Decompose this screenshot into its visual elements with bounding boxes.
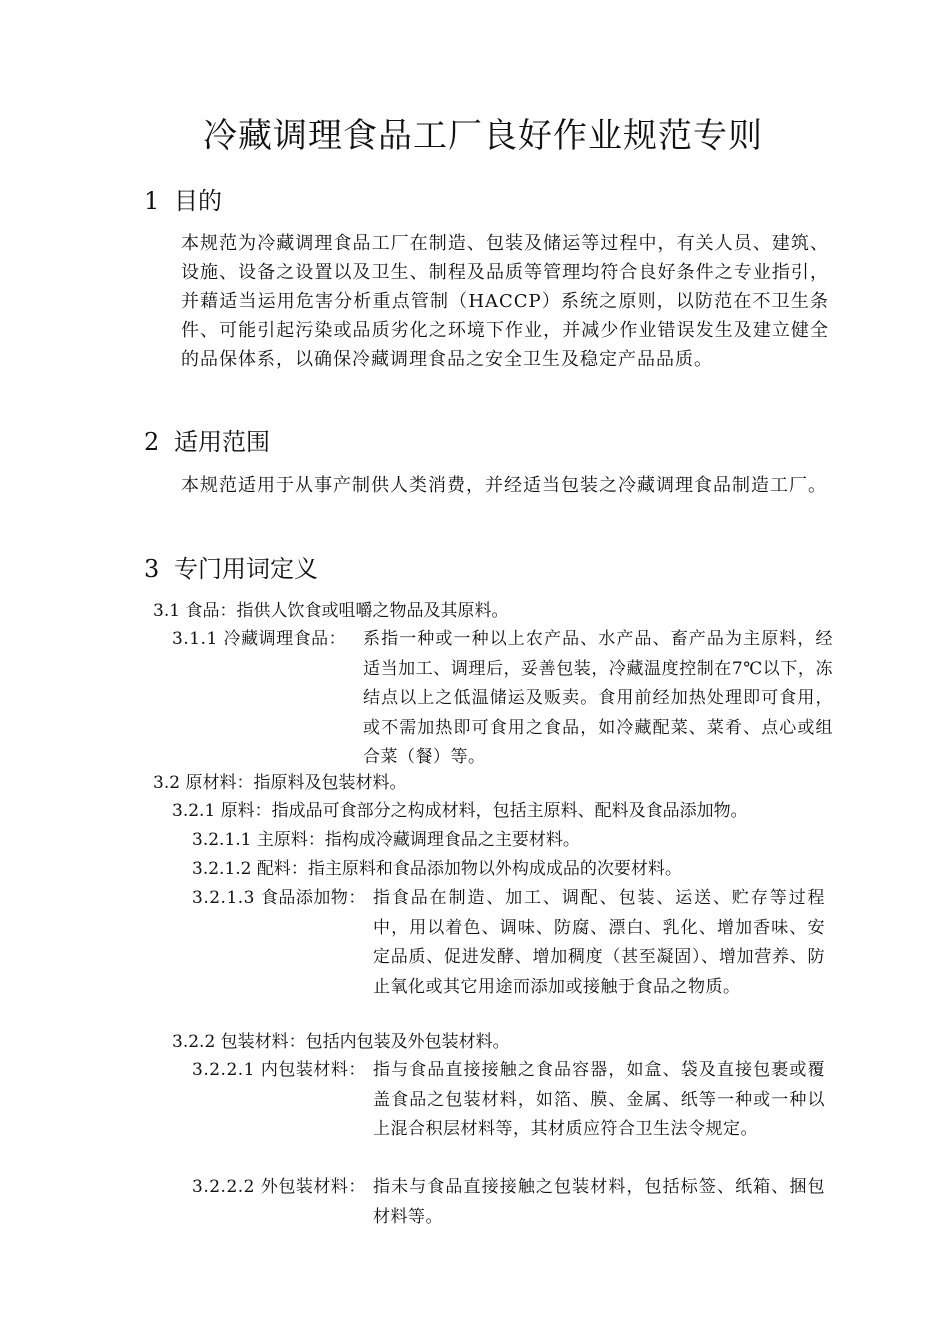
section-number: 2: [144, 428, 160, 456]
section-heading-3: [144, 553, 318, 585]
definition-3-2: 3.2 原材料：指原料及包装材料。: [153, 773, 407, 793]
definition-text: 指未与食品直接接触之包装材料，包括标签、纸箱、捆包材料等。: [373, 1177, 825, 1227]
section-body-1: 本规范为冷藏调理食品工厂在制造、包装及储运等过程中，有关人员、建筑、设施、设备之设置以及卫生、制程及品质等管理均符合良好条件之专业指引，并藉适当运用危害分析重点管制（HACCP）系统之原则，以防范在不卫生条件、可能引起污染或品质劣化之环境下作业，并减少作业错误发生及建立健全的品保体系，以确保冷藏调理食品之安全卫生及稳定产品品质。: [181, 233, 829, 370]
definition-text: 系指一种或一种以上农产品、水产品、畜产品为主原料，经适当加工、调理后，妥善包装，冷藏温度控制在7℃以下，冻结点以上之低温储运及贩卖。食用前经加热处理即可食用，或不需加热即可食用之食品，如冷藏配菜、菜肴、点心或组合菜（餐）等。: [363, 629, 833, 768]
section-title: 目的: [174, 187, 222, 215]
document-title: 冷藏调理食品工厂良好作业规范专则: [203, 116, 763, 156]
section-title: 适用范围: [174, 428, 270, 456]
definition-3-2-1: 3.2.1 原料：指成品可食部分之构成材料，包括主原料、配料及食品添加物。: [172, 801, 748, 821]
definition-term: 3.2.2.1 内包装材料：: [192, 1060, 366, 1080]
definition-term: 3.1.1 冷藏调理食品：: [172, 629, 347, 649]
section-title: 专门用词定义: [174, 555, 318, 583]
definition-3-2-1-2: 3.2.1.2 配料：指主原料和食品添加物以外构成成品的次要材料。: [192, 859, 682, 879]
section-number: 1: [144, 187, 160, 215]
definition-term: 3.2.1.3 食品添加物：: [192, 888, 366, 908]
definition-3-2-2: 3.2.2 包装材料：包括内包装及外包装材料。: [172, 1032, 510, 1052]
section-number: 3: [144, 555, 160, 583]
definition-text: 指食品在制造、加工、调配、包装、运送、贮存等过程中，用以着色、调味、防腐、漂白、乳化、增加香味、安定品质、促进发酵、增加稠度（甚至凝固）、增加营养、防止氧化或其它用途而添加或接触于食品之物质。: [373, 888, 825, 997]
definition-3-2-1-1: 3.2.1.1 主原料：指构成冷藏调理食品之主要材料。: [192, 830, 580, 850]
section-heading-1: [144, 185, 222, 217]
section-heading-2: [144, 426, 270, 458]
definition-text: 指与食品直接接触之食品容器，如盒、袋及直接包裹或覆盖食品之包装材料，如箔、膜、金属、纸等一种或一种以上混合积层材料等，其材质应符合卫生法令规定。: [373, 1060, 825, 1140]
definition-term: 3.2.2.2 外包装材料：: [192, 1177, 366, 1197]
section-body-2: 本规范适用于从事产制供人类消费，并经适当包装之冷藏调理食品制造工厂。: [181, 475, 827, 496]
definition-3-1: 3.1 食品：指供人饮食或咀嚼之物品及其原料。: [153, 601, 509, 621]
